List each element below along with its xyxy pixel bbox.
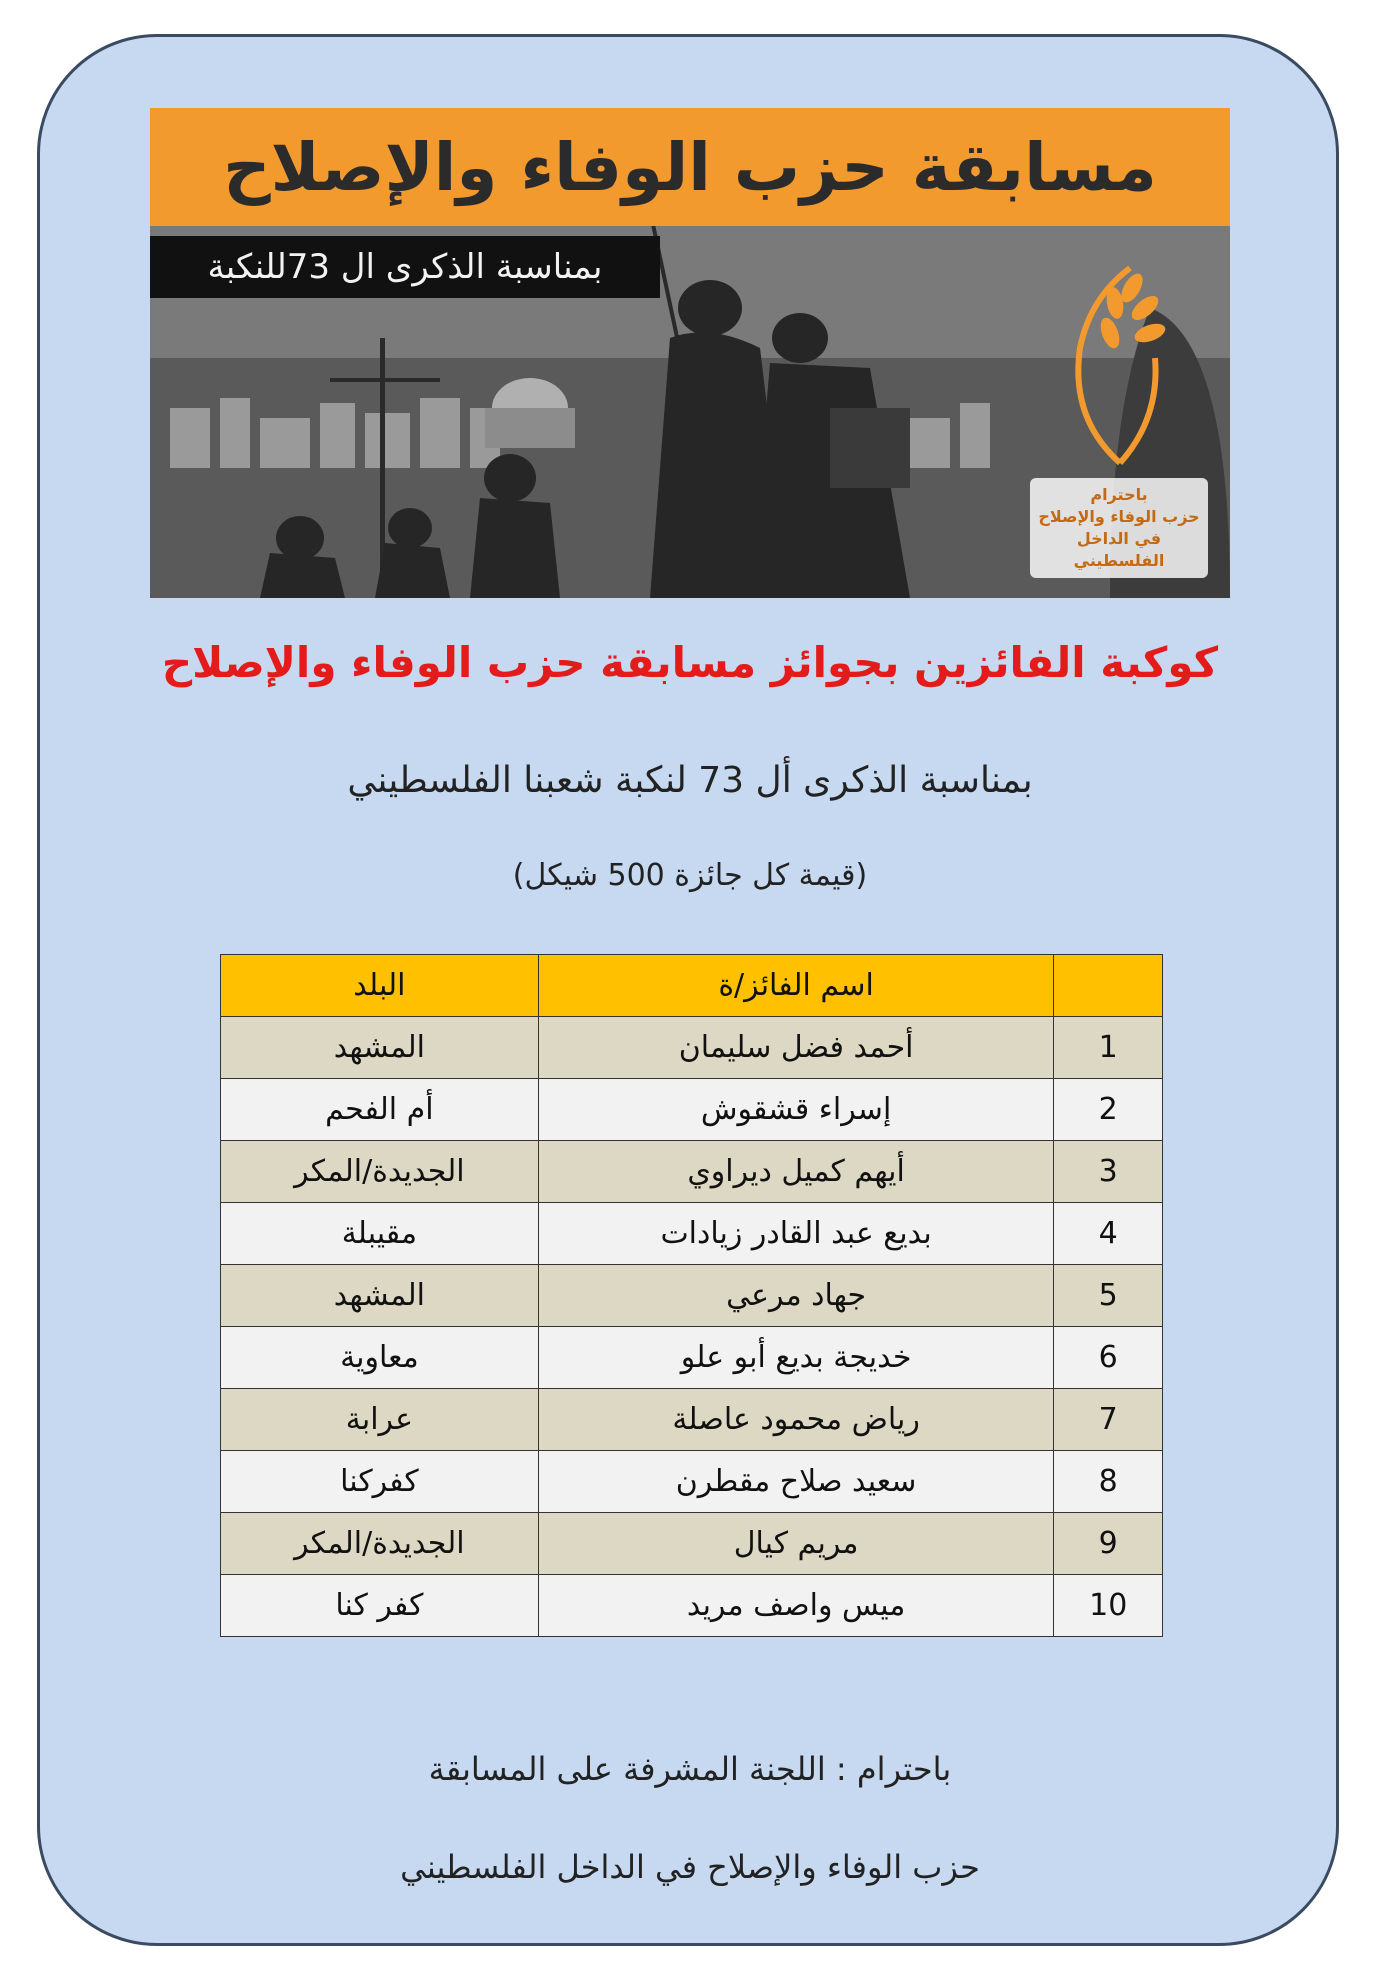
row-town: المشهد: [221, 1017, 539, 1079]
header-town: البلد: [221, 955, 539, 1017]
row-winner-name: أيهم كميل ديراوي: [538, 1141, 1054, 1203]
banner-subtitle: بمناسبة الذكرى ال 73للنكبة: [207, 247, 603, 287]
table-row: [221, 1451, 1163, 1513]
row-town: الجديدة/المكر: [221, 1141, 539, 1203]
table-row: [221, 1017, 1163, 1079]
banner-subtitle-bar: [150, 236, 660, 298]
table-row: [221, 1389, 1163, 1451]
row-winner-name: ميس واصف مريد: [538, 1575, 1054, 1637]
banner-title-bar: [150, 108, 1230, 226]
header-winner-name: اسم الفائز/ة: [538, 955, 1054, 1017]
footer-party: حزب الوفاء والإصلاح في الداخل الفلسطيني: [400, 1848, 980, 1886]
main-heading: كوكبة الفائزين بجوائز مسابقة حزب الوفاء والإصلاح: [161, 638, 1219, 687]
table-header-row: [221, 955, 1163, 1017]
row-winner-name: مريم كيال: [538, 1513, 1054, 1575]
row-town: معاوية: [221, 1327, 539, 1389]
banner-caption-line: في الداخل الفلسطيني: [1073, 529, 1165, 570]
row-winner-name: سعيد صلاح مقطرن: [538, 1451, 1054, 1513]
table-row: [221, 1575, 1163, 1637]
banner-caption-line: حزب الوفاء والإصلاح: [1038, 507, 1200, 526]
row-winner-name: أحمد فضل سليمان: [538, 1017, 1054, 1079]
row-number: 6: [1054, 1327, 1163, 1389]
table-row: [221, 1079, 1163, 1141]
header-number: [1054, 955, 1163, 1017]
row-winner-name: جهاد مرعي: [538, 1265, 1054, 1327]
row-number: 8: [1054, 1451, 1163, 1513]
row-winner-name: خديجة بديع أبو علو: [538, 1327, 1054, 1389]
row-town: كفر كنا: [221, 1575, 539, 1637]
table-row: [221, 1141, 1163, 1203]
row-winner-name: رياض محمود عاصلة: [538, 1389, 1054, 1451]
table-row: [221, 1513, 1163, 1575]
table-row: [221, 1327, 1163, 1389]
row-town: عرابة: [221, 1389, 539, 1451]
winners-table: [220, 954, 1163, 1637]
sub-heading: بمناسبة الذكرى أل 73 لنكبة شعبنا الفلسطيني: [347, 760, 1033, 801]
row-number: 5: [1054, 1265, 1163, 1327]
row-town: مقيبلة: [221, 1203, 539, 1265]
row-number: 2: [1054, 1079, 1163, 1141]
row-town: كفركنا: [221, 1451, 539, 1513]
wheat-logo-icon: [1050, 248, 1190, 468]
competition-banner: [150, 108, 1230, 598]
row-number: 1: [1054, 1017, 1163, 1079]
row-number: 9: [1054, 1513, 1163, 1575]
row-town: أم الفحم: [221, 1079, 539, 1141]
row-number: 10: [1054, 1575, 1163, 1637]
banner-logo-caption: [1030, 478, 1208, 578]
row-number: 4: [1054, 1203, 1163, 1265]
banner-caption-line: باحترام: [1090, 485, 1148, 504]
banner-title: مسابقة حزب الوفاء والإصلاح: [223, 128, 1157, 206]
prize-note: (قيمة كل جائزة 500 شيكل): [512, 858, 868, 893]
row-number: 3: [1054, 1141, 1163, 1203]
table-row: [221, 1265, 1163, 1327]
table-row: [221, 1203, 1163, 1265]
footer-committee: باحترام : اللجنة المشرفة على المسابقة: [428, 1750, 952, 1788]
row-winner-name: بديع عبد القادر زيادات: [538, 1203, 1054, 1265]
row-number: 7: [1054, 1389, 1163, 1451]
row-town: الجديدة/المكر: [221, 1513, 539, 1575]
row-winner-name: إسراء قشقوش: [538, 1079, 1054, 1141]
row-town: المشهد: [221, 1265, 539, 1327]
